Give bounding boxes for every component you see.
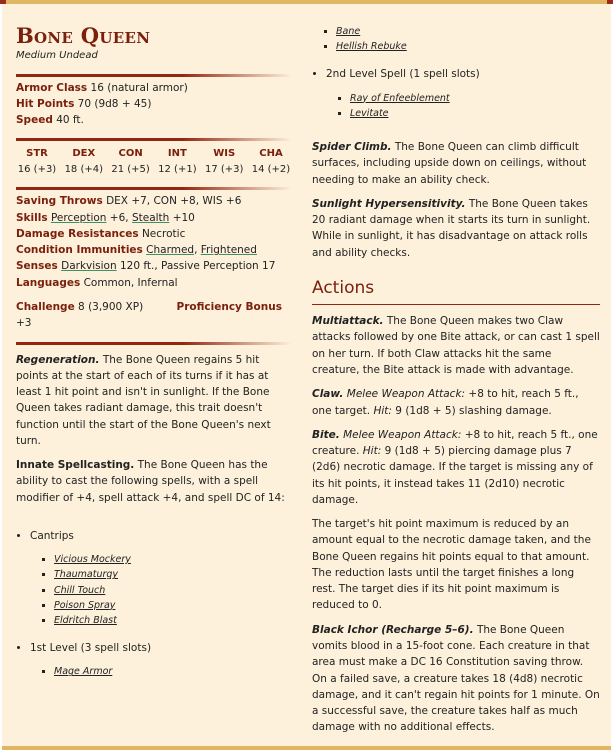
challenge-row [16, 299, 292, 332]
languages: Languages Common, Infernal [16, 276, 178, 289]
hit-points: Hit Points 70 (9d8 + 45) [16, 97, 152, 110]
damage-resistances: Damage Resistances Necrotic [16, 227, 186, 240]
spell-link[interactable]: ▪ Mage Armor [54, 664, 292, 679]
trait-innate-spellcasting: Innate Spellcasting. The Bone Queen has the ability to cast the following spells, with a spell modifier of +4, spell attack +4, and spell DC of 14: [16, 459, 285, 504]
level1-continued [312, 24, 600, 54]
spell-link[interactable]: ▪ Thaumaturgy [54, 567, 292, 582]
spell-link[interactable]: ▪ Eldritch Blast [54, 613, 292, 628]
skills: Skills Perception +6, Stealth +10 [16, 211, 195, 224]
trait-spider-climb: Spider Climb. The Bone Queen can climb difficult surfaces, including upside down on ceilings, without needing to make an ability check. [312, 141, 587, 186]
condition-charmed-link[interactable]: Charmed [146, 244, 195, 257]
skill-stealth-link[interactable]: Stealth [131, 211, 170, 224]
spell-link[interactable]: ▪ Bane [336, 24, 600, 39]
spell-link[interactable]: ▪ Vicious Mockery [54, 552, 292, 567]
condition-frightened-link[interactable]: Frightened [200, 244, 257, 257]
action-bite: Bite. Melee Weapon Attack: +8 to hit, reach 5 ft., one creature. Hit: 9 (1d8 + 5) piercing damage plus 7 (2d6) necrotic damage. If the target is missing any of its hit points, it instead takes 11 (2d10) necrotic damage. [312, 428, 598, 506]
armor-class: Armor Class 16 (natural armor) [16, 81, 188, 94]
trait-regeneration: Regeneration. The Bone Queen regains 5 hit points at the start of each of its turns if it has at least 1 hit point and isn't in sunlight. If the Bone Queen takes radiant damage, this trait doesn't function until the start of the Bone Queen's next turn. [16, 353, 271, 447]
spell-link[interactable]: ▪ Levitate [350, 106, 600, 121]
level2-group: • 2nd Level Spell (1 spell slots) ▪ Ray of Enfeeblement ▪ Levitate [326, 66, 600, 121]
ability-int: INT 12 (+1) [158, 148, 197, 175]
condition-immunities: Condition Immunities Charmed, Frightened [16, 244, 257, 257]
ability-scores [16, 146, 292, 177]
ability-con: CON 21 (+5) [111, 148, 150, 175]
spell-link[interactable]: ▪ Chill Touch [54, 583, 292, 598]
action-bite-effect: The target's hit point maximum is reduced by an amount equal to the necrotic damage taken, and the Bone Queen regains hit points equal to that amount. The reduction lasts until the target finishes a long rest. The target dies if its hit point maximum is reduced to 0. [312, 518, 591, 612]
level2-list [312, 66, 600, 121]
skill-perception-link[interactable]: Perception [50, 211, 107, 224]
proficiency-bonus: Proficiency Bonus +3 [16, 300, 282, 330]
spell-link[interactable]: ▪ Ray of Enfeeblement [350, 91, 600, 106]
ability-cha: CHA 14 (+2) [251, 148, 291, 175]
spell-link[interactable]: ▪ Poison Spray [54, 598, 292, 613]
cantrips-group: • Cantrips ▪ Vicious Mockery ▪ Thaumaturgy ▪ Chill Touch ▪ Poison Spray ▪ Eldritch Blast [30, 528, 292, 628]
speed: Speed 40 ft. [16, 114, 84, 127]
action-black-ichor: Black Ichor (Recharge 5–6). The Bone Queen vomits blood in a 15-foot cone. Each creature in that area must make a DC 16 Constitution saving throw. On a failed save, a creature takes 18 (4d8) necrotic damage, and it can't regain hit points for 1 minute. On a successful save, the creature takes half as much damage with no additional effects. [312, 623, 600, 734]
saving-throws: Saving Throws DEX +7, CON +8, WIS +6 [16, 195, 242, 208]
ability-str: STR 16 (+3) [17, 148, 57, 175]
right-column [312, 24, 600, 744]
darkvision-link[interactable]: Darkvision [61, 260, 117, 273]
monster-type: Medium Undead [16, 50, 98, 62]
level1-group: • 1st Level (3 spell slots) ▪ Mage Armor [30, 640, 292, 679]
challenge: Challenge 8 (3,900 XP) [16, 300, 144, 313]
actions-divider [312, 304, 600, 305]
action-claw: Claw. Melee Weapon Attack: +8 to hit, reach 5 ft., one target. Hit: 9 (1d8 + 5) slashing damage. [312, 388, 579, 417]
action-multiattack: Multiattack. The Bone Queen makes two Claw attacks followed by one Bite attack, or can cast 1 spell on her turn. If both Claw attacks hit the same creature, the Bite attack is made with advantage. [312, 315, 600, 377]
stat-block [2, 0, 611, 750]
monster-name: Bone Queen [16, 23, 151, 48]
trait-sunlight-hypersensitivity: Sunlight Hypersensitivity. The Bone Queen takes 20 radiant damage when it starts its turn in sunlight. While in sunlight, it has disadvantage on attack rolls and ability checks. [312, 197, 591, 259]
ability-wis: WIS 17 (+3) [204, 148, 244, 175]
senses: Senses Darkvision 120 ft., Passive Perception 17 [16, 260, 276, 273]
ability-dex: DEX 18 (+4) [64, 148, 104, 175]
left-column [16, 24, 292, 692]
spell-link[interactable]: ▪ Hellish Rebuke [336, 39, 600, 54]
actions-heading: Actions [312, 277, 375, 298]
spell-list [16, 528, 292, 680]
